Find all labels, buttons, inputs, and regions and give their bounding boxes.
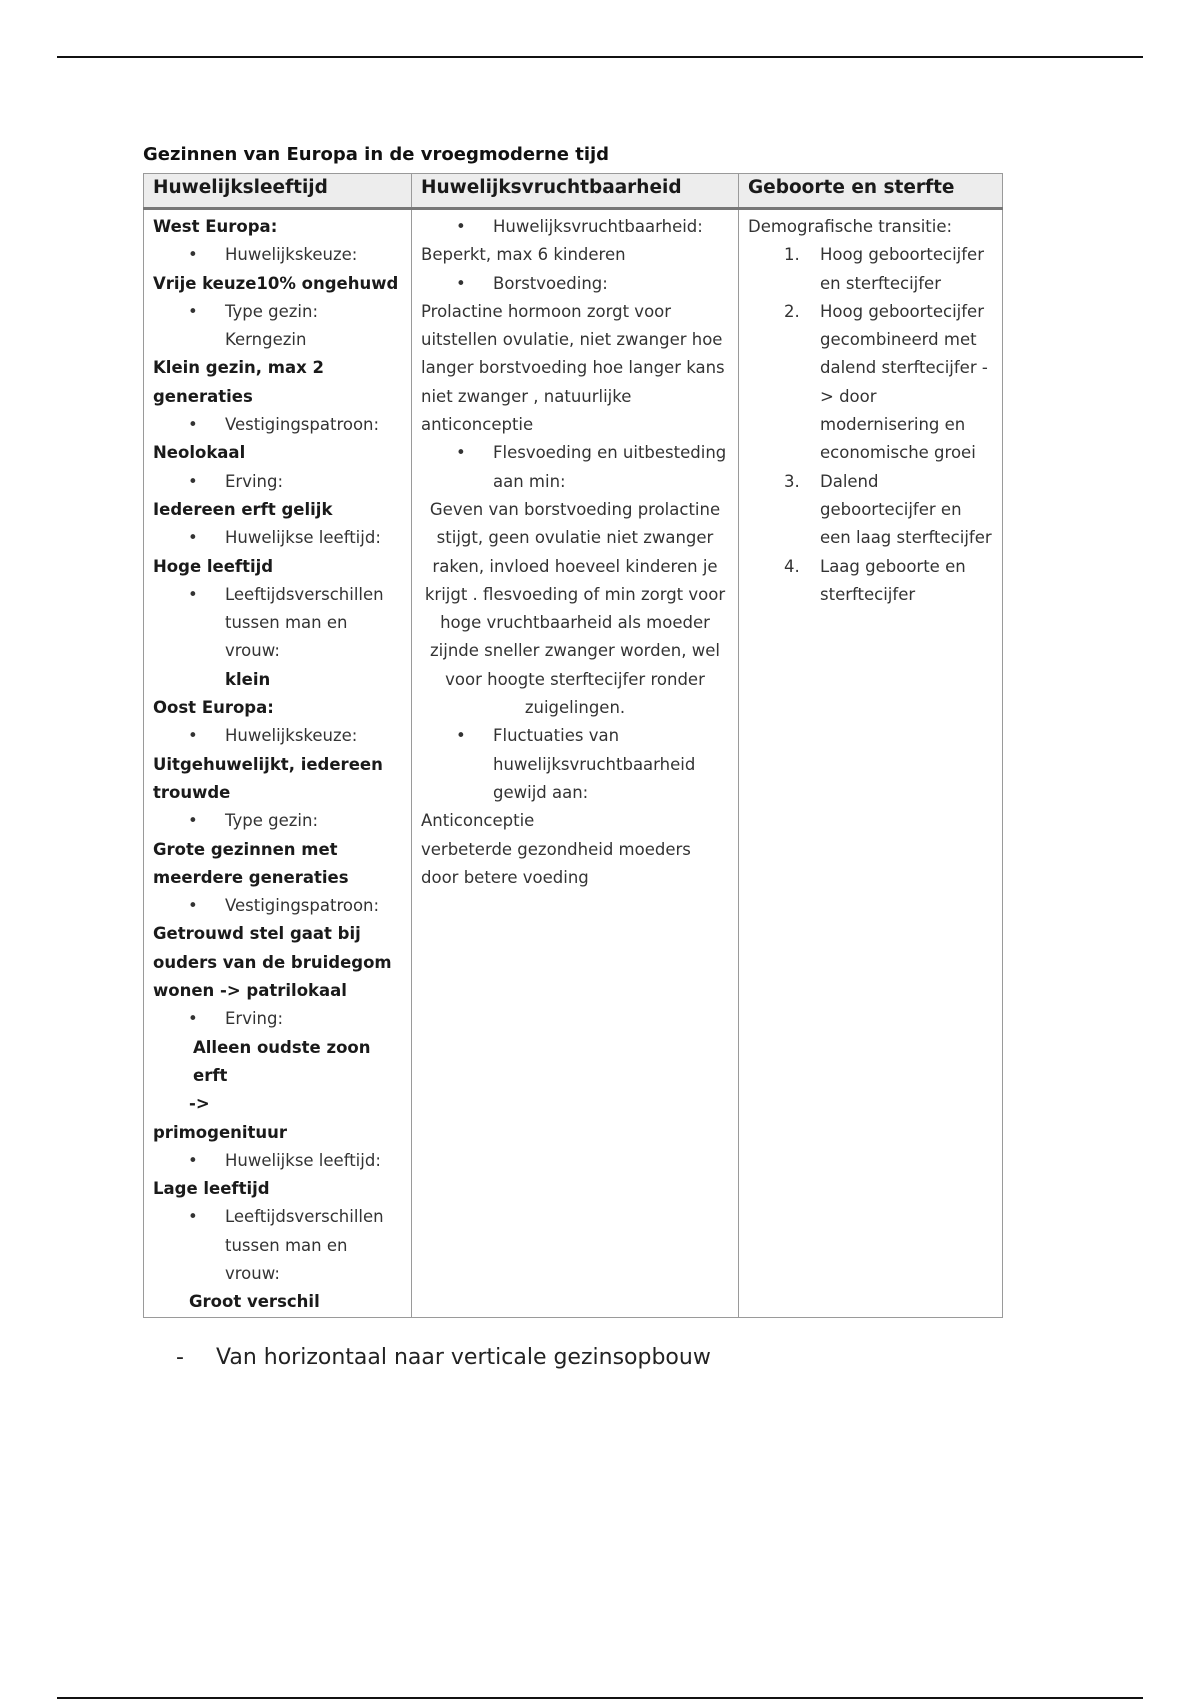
item-value: -> [189, 1094, 210, 1114]
item-value: Getrouwd stel gaat bij ouders van de bruidegom wonen -> patrilokaal [153, 924, 392, 1001]
family-table [143, 173, 1003, 1318]
table-row [144, 209, 1003, 1318]
item-value: primogenituur [153, 1122, 288, 1142]
paragraph: Anticonceptie [421, 811, 535, 831]
list-item: • Borstvoeding: [421, 270, 729, 298]
list-item: • Huwelijkse leeftijd: [153, 1147, 402, 1175]
step-text: Laag geboorte en sterftecijfer [820, 556, 966, 604]
transition-intro: Demografische transitie: [748, 217, 953, 236]
step-number: 3. [784, 471, 800, 491]
page-bottom-rule [57, 1697, 1143, 1699]
transition-steps [748, 241, 993, 609]
list-item: • Huwelijkskeuze: [153, 722, 402, 750]
list-item: • Huwelijkskeuze: [153, 241, 402, 269]
west-europa-heading: West Europa: [153, 217, 278, 236]
paragraph: Beperkt, max 6 kinderen [421, 245, 626, 265]
note-text: Van horizontaal naar verticale gezinsopbouw [216, 1345, 711, 1370]
list-item: • Fluctuaties van huwelijksvruchtbaarheid gewijd aan: [421, 722, 729, 807]
item-value: Neolokaal [153, 443, 246, 463]
header-geboorte-sterfte: Geboorte en sterfte [739, 174, 1003, 209]
list-item: • Huwelijkse leeftijd: [153, 524, 402, 552]
step-text: Hoog geboortecijfer gecombineerd met dalend sterftecijfer -> door modernisering en economische groei [820, 301, 988, 463]
list-item: • Erving: [153, 1005, 402, 1033]
item-value: Iedereen erft gelijk [153, 499, 333, 519]
page-top-rule [57, 56, 1143, 58]
step-number: 1. [784, 245, 800, 265]
step-text: Hoog geboortecijfer en sterftecijfer [820, 245, 984, 293]
summary-note [176, 1345, 711, 1370]
paragraph: Geven van borstvoeding prolactine stijgt, geen ovulatie niet zwanger raken, invloed hoeveel kinderen je krijgt . flesvoeding of min zorgt voor hoge vruchtbaarheid als moeder zijnde sneller zwanger worden, wel voor hoogte sterftecijfer ronder zuigelingen. [424, 499, 726, 718]
paragraph: verbeterde gezondheid moeders door betere voeding [421, 839, 691, 887]
item-value: klein [225, 669, 271, 689]
list-item: • Type gezin: [153, 298, 402, 326]
item-value: Lage leeftijd [153, 1179, 270, 1199]
list-item: • Leeftijdsverschillen tussen man en vrouw: [153, 1203, 402, 1288]
step-number: 4. [784, 556, 800, 576]
cell-huwelijksleeftijd [144, 209, 412, 1318]
item-value: Groot verschil [189, 1292, 320, 1312]
list-item: • Leeftijdsverschillen tussen man en vrouw: [153, 581, 402, 666]
table-header-row [144, 174, 1003, 209]
item-value: Grote gezinnen met meerdere generaties [153, 839, 349, 887]
list-item [748, 553, 993, 610]
item-subvalue: Kerngezin [225, 330, 307, 350]
header-huwelijksleeftijd: Huwelijksleeftijd [144, 174, 412, 209]
table-caption: Gezinnen van Europa in de vroegmoderne tijd [143, 144, 610, 165]
list-item: • Vestigingspatroon: [153, 411, 402, 439]
paragraph: Prolactine hormoon zorgt voor uitstellen ovulatie, niet zwanger hoe langer borstvoeding hoe langer kans niet zwanger , natuurlijke anticonceptie [421, 301, 725, 435]
dash-bullet: - [176, 1345, 184, 1370]
item-value: Hoge leeftijd [153, 556, 274, 576]
list-item: • Type gezin: [153, 807, 402, 835]
step-text: Dalend geboortecijfer en een laag sterftecijfer [820, 471, 992, 548]
item-value: Vrije keuze10% ongehuwd [153, 273, 399, 293]
list-item: • Erving: [153, 468, 402, 496]
list-item [748, 241, 993, 298]
item-value: Klein gezin, max 2 generaties [153, 358, 324, 406]
header-huwelijksvruchtbaarheid: Huwelijksvruchtbaarheid [412, 174, 739, 209]
item-value: Alleen oudste zoon erft [193, 1037, 371, 1085]
item-value: Uitgehuwelijkt, iedereen trouwde [153, 754, 383, 802]
list-item: • Flesvoeding en uitbesteding aan min: [421, 439, 729, 496]
oost-europa-heading: Oost Europa: [153, 698, 274, 718]
list-item [748, 298, 993, 468]
cell-huwelijksvruchtbaarheid [412, 209, 739, 1318]
list-item: • Vestigingspatroon: [153, 892, 402, 920]
list-item [748, 468, 993, 553]
step-number: 2. [784, 301, 800, 321]
cell-geboorte-sterfte [739, 209, 1003, 1318]
list-item: • Huwelijksvruchtbaarheid: [421, 213, 729, 241]
